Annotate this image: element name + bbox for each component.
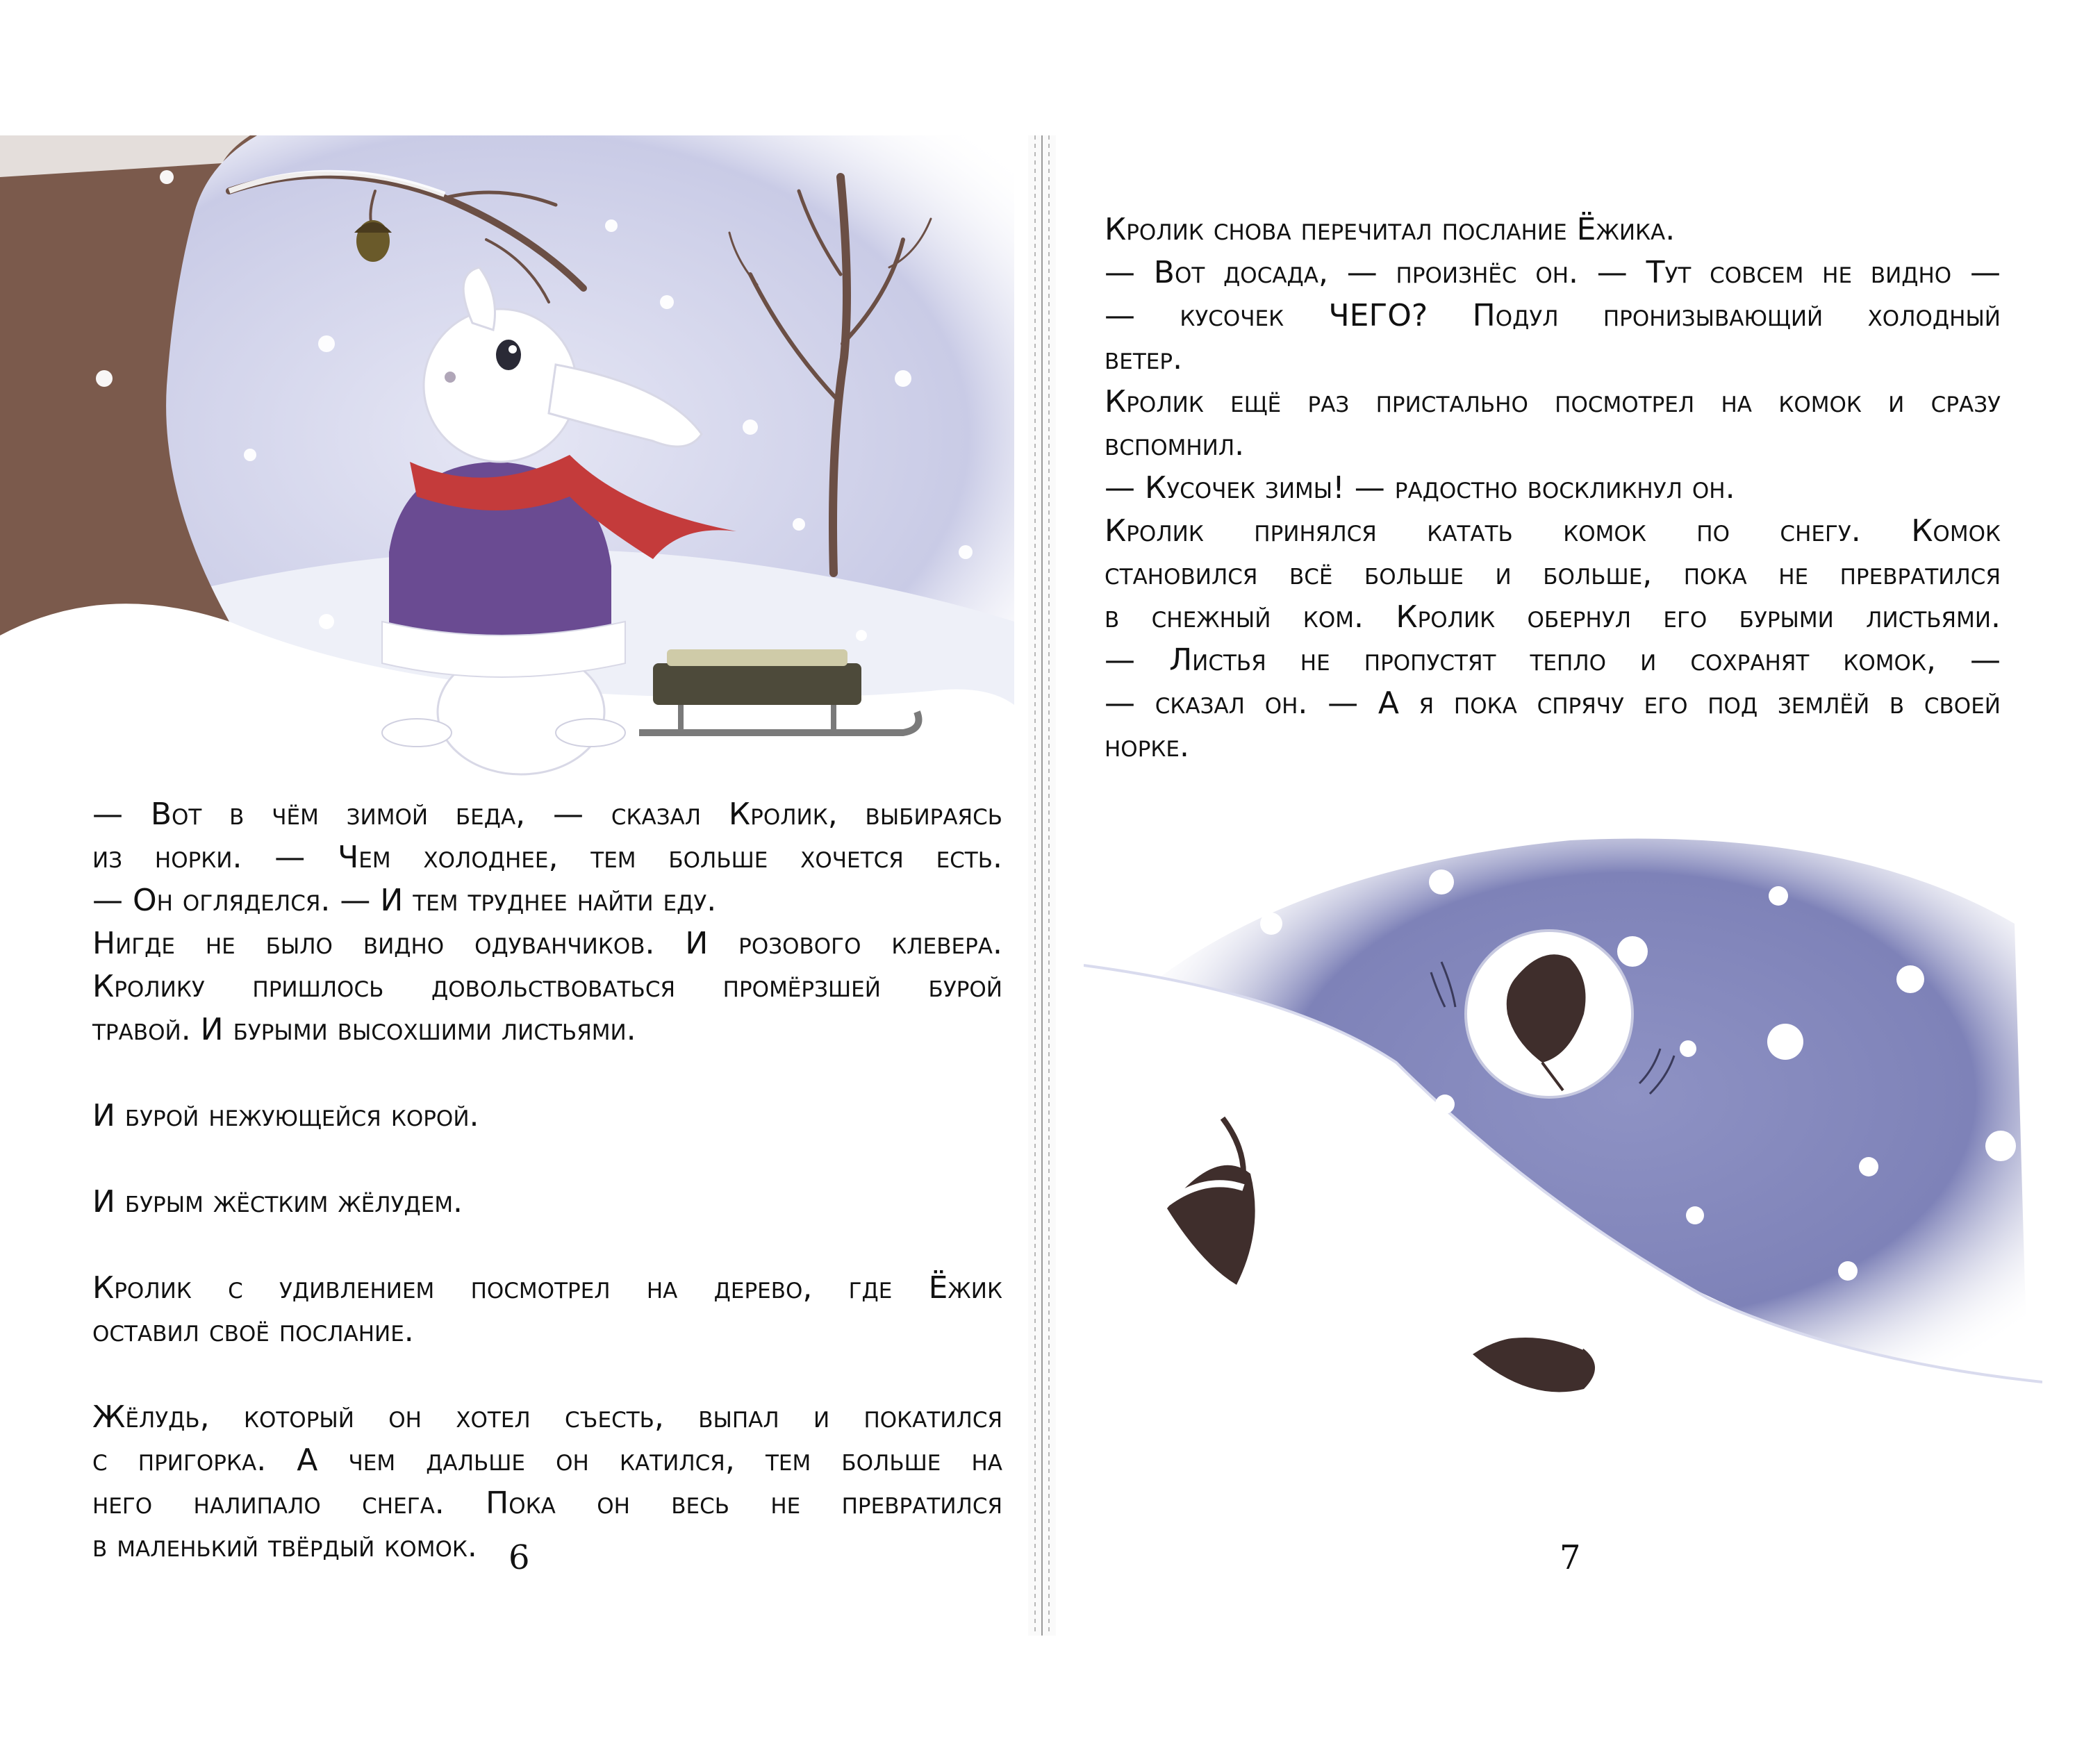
text-line: — кусочек ЧЕГО? Подул пронизывающий холодный: [1105, 298, 2001, 333]
text-line: в снежный ком. Кролик обернул его бурыми листьями.: [1105, 599, 2001, 635]
text-line: него налипало снега. Пока он весь не превратился: [92, 1486, 1002, 1521]
text-line: Кролик с удивлением посмотрел на дерево, где Ёжик: [92, 1270, 1002, 1306]
text-line: Кролику пришлось довольствоваться промёрзшей бурой: [92, 969, 1002, 1004]
blank-line: [92, 1353, 1002, 1396]
text-line: норке.: [1105, 729, 1189, 764]
page-number-right: 7: [1560, 1538, 1581, 1577]
blank-line: [92, 1224, 1002, 1267]
book-gutter: [1028, 135, 1056, 1636]
text-line: — Он огляделся. — И тем труднее найти еду.: [92, 883, 717, 918]
text-line: Кролик ещё раз пристально посмотрел на комок и сразу: [1105, 384, 2001, 419]
left-page-text: [92, 793, 1002, 1568]
text-line: И бурой нежующейся корой.: [92, 1098, 479, 1133]
text-line: — Вот досада, — произнёс он. — Тут совсем не видно —: [1105, 255, 2001, 290]
text-line: ветер.: [1105, 341, 1183, 376]
text-line: Кролик принялся катать комок по снегу. Комок: [1105, 513, 2001, 549]
blank-line: [92, 1051, 1002, 1095]
snowball-icon: [1466, 931, 1632, 1097]
text-line: — Кусочек зимы! — радостно воскликнул он.: [1105, 470, 1735, 506]
text-line: с пригорка. А чем дальше он катился, тем больше на: [92, 1442, 1002, 1478]
rabbit-illustration: [0, 135, 1014, 802]
text-line: — Листья не пропустят тепло и сохранят комок, —: [1105, 642, 2001, 678]
page-number-left: 6: [508, 1538, 530, 1577]
snowball-illustration: [1084, 785, 2042, 1590]
text-line: — Вот в чём зимой беда, — сказал Кролик, выбираясь: [92, 797, 1002, 832]
text-line: Нигде не было видно одуванчиков. И розового клевера.: [92, 926, 1002, 961]
text-line: травой. И бурыми высохшими листьями.: [92, 1012, 636, 1047]
text-line: Кролик снова перечитал послание Ёжика.: [1105, 212, 1676, 247]
text-line: Жёлудь, который он хотел съесть, выпал и покатился: [92, 1399, 1002, 1435]
text-line: становился всё больше и больше, пока не превратился: [1105, 556, 2001, 592]
text-line: — сказал он. — А я пока спрячу его под землёй в своей: [1105, 685, 2001, 721]
text-line: в маленький твёрдый комок.: [92, 1529, 477, 1564]
text-line: оставил своё послание.: [92, 1313, 414, 1349]
text-line: И бурым жёстким жёлудем.: [92, 1184, 463, 1220]
text-line: вспомнил.: [1105, 427, 1245, 463]
blank-line: [92, 1138, 1002, 1181]
text-line: из норки. — Чем холоднее, тем больше хочется есть.: [92, 840, 1002, 875]
right-page-text: [1105, 208, 2001, 768]
